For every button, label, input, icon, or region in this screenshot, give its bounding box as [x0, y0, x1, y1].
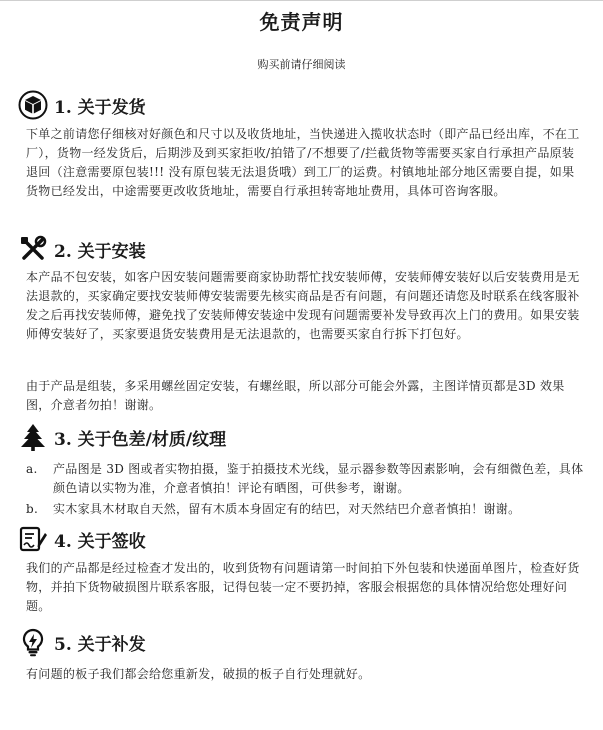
list-marker: b. [26, 502, 39, 516]
list-item-text: 产品图是 3D 图或者实物拍摄，鉴于拍摄技术光线，显示器参数等因素影响，会有细微色差，具体颜色请以实物为准，介意者慎拍！评论有晒图，可供参考，谢谢。 [53, 462, 584, 495]
section-installation-heading [18, 234, 146, 264]
list-item [26, 500, 586, 519]
section-heading-text: 4. 关于签收 [54, 531, 146, 552]
installation-paragraph: 本产品不包安装，如客户因安装问题需要商家协助帮忙找安装师傅，安装师傅安装好以后安装费用是无法退款的，买家确定要找安装师傅安装需要先核实商品是否有问题，有问题还请您及时联系在线客服补发之后再找安装师傅，避免找了安装师傅安装途中发现有问题需要补发导致再次上门的费用。如果安装师傅安装好了，买家要退货安装费用是无法退款的，也需要买家自行拆下打包好。 [26, 270, 580, 341]
section-heading-text: 5. 关于补发 [54, 634, 146, 655]
page-title: 免责声明 [259, 10, 344, 34]
shipping-paragraph: 下单之前请您仔细核对好颜色和尺寸以及收货地址，当快递进入揽收状态时（即产品已经出库，不在工厂），货物一经发货后，后期涉及到买家拒收/拍错了/不想要了/拦截货物等需要买家自行承担产品原装退回（注意需要原包装!!! 没有原包装无法退货哦）到工厂的运费。村镇地址部分地区需要自提，如果货物已经发出，中途需要更改收货地址，需要自行承担转寄地址费用，具体可咨询客服。 [26, 127, 580, 198]
page-subtitle: 购买前请仔细阅读 [257, 58, 346, 71]
tree-icon [18, 422, 48, 452]
section-receipt-heading [18, 524, 146, 554]
section-reshipment-heading [18, 627, 146, 657]
list-item-text: 实木家具木材取自天然，留有木质本身固定有的结巴，对天然结巴介意者慎拍！谢谢。 [53, 502, 521, 516]
lightbulb-icon [18, 627, 48, 657]
section-heading-text: 1. 关于发货 [54, 97, 146, 118]
section-heading-text: 3. 关于色差/材质/纹理 [54, 429, 227, 450]
section-shipping-heading [18, 90, 146, 120]
list-marker: a. [26, 462, 38, 476]
top-divider [0, 0, 603, 1]
section-color-material-heading [18, 422, 226, 452]
list-item [26, 460, 586, 498]
signature-icon [18, 524, 48, 554]
installation-note-paragraph: 由于产品是组装，多采用螺丝固定安装，有螺丝眼，所以部分可能会外露，主图详情页都是3D 效果图，介意者勿拍！谢谢。 [26, 379, 565, 412]
box-icon [18, 90, 48, 120]
tools-icon [18, 234, 48, 264]
reshipment-paragraph: 有问题的板子我们都会给您重新发，破损的板子自行处理就好。 [26, 667, 371, 681]
receipt-paragraph: 我们的产品都是经过检查才发出的，收到货物有问题请第一时间拍下外包装和快递面单图片，检查好货物，并拍下货物破损图片联系客服，记得包装一定不要扔掉，客服会根据您的具体情况给您处理好问题。 [26, 561, 580, 613]
section-heading-text: 2. 关于安装 [54, 241, 146, 262]
